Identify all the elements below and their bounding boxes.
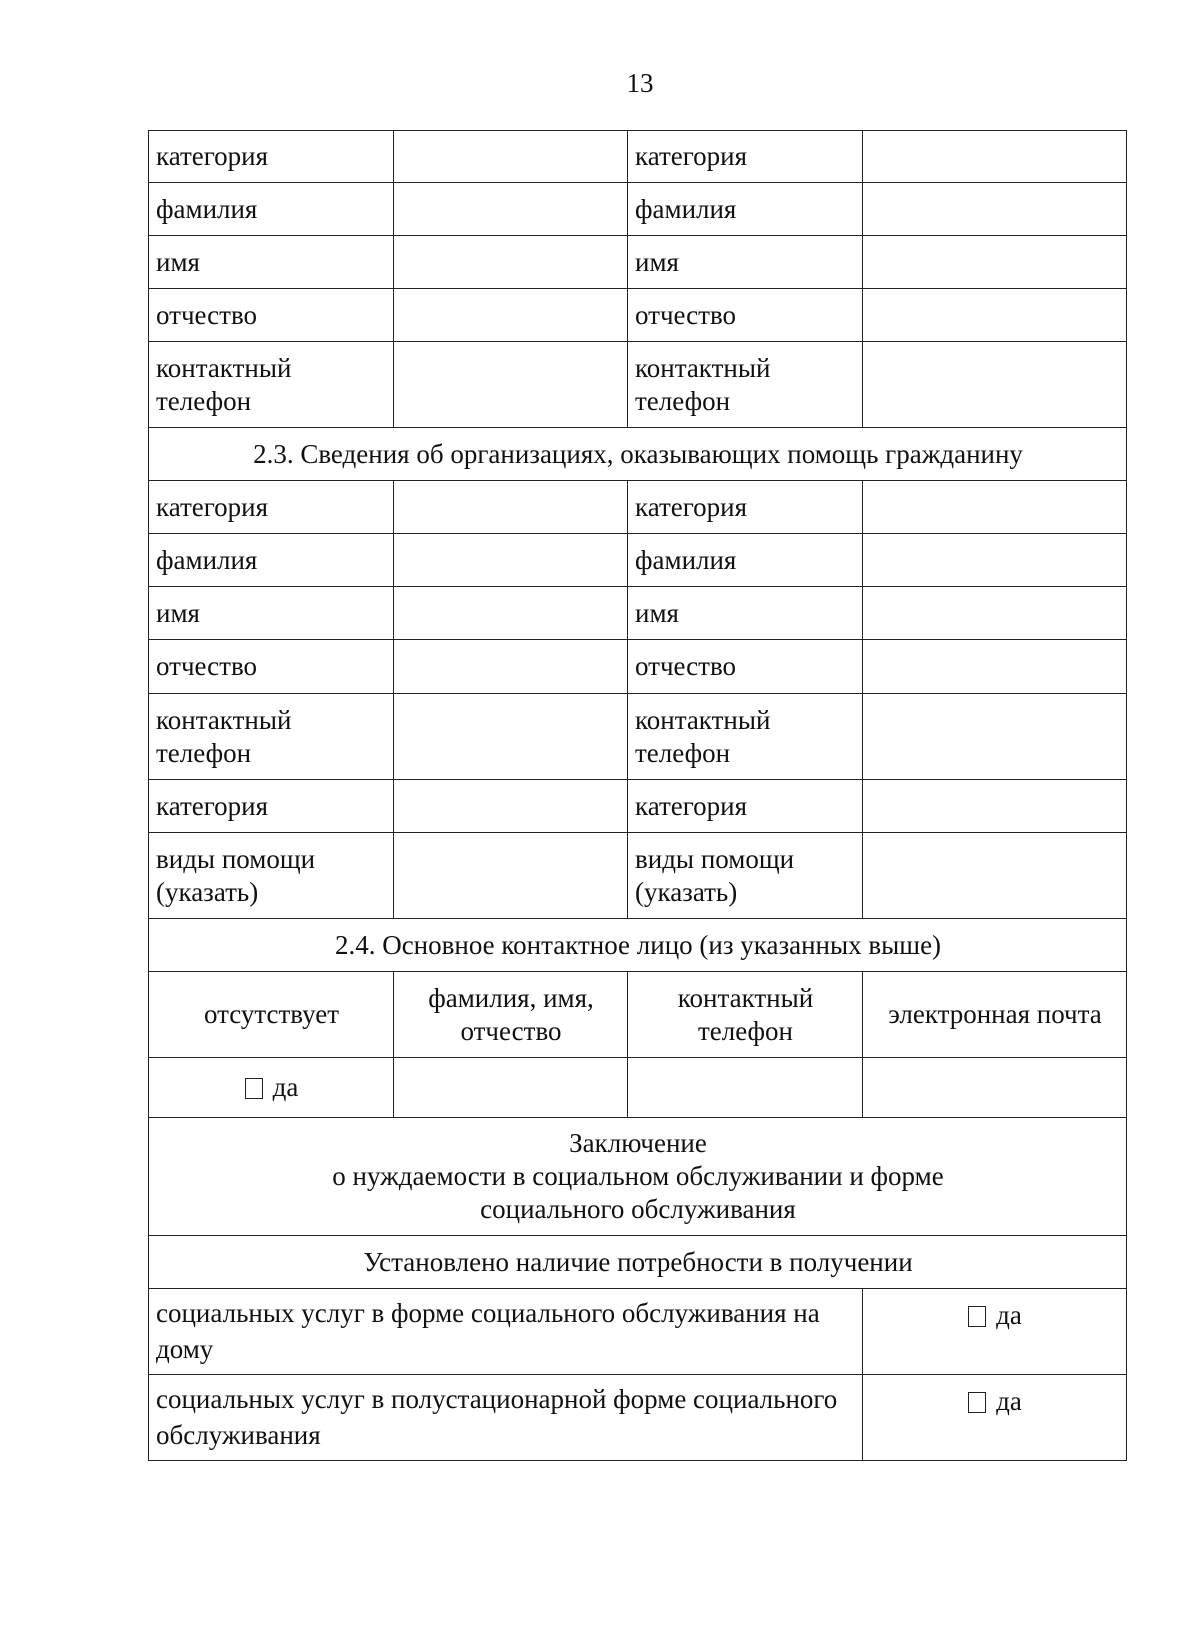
row-label-left: контактный телефон xyxy=(149,694,394,780)
contact-row xyxy=(149,183,1127,236)
social-service-form-table xyxy=(148,130,1127,1461)
conclusion-title xyxy=(149,1118,1127,1236)
section-2-3-header xyxy=(149,428,1127,481)
page-number: 13 xyxy=(626,68,654,98)
contact-row xyxy=(149,131,1127,183)
organization-row xyxy=(149,694,1127,780)
row-label-right: виды помощи (указать) xyxy=(628,833,863,919)
organization-row xyxy=(149,640,1127,694)
value-cell-right[interactable] xyxy=(863,481,1127,534)
need-header xyxy=(149,1236,1127,1289)
value-cell-left[interactable] xyxy=(394,289,628,342)
yes-label: да xyxy=(272,1072,299,1103)
value-cell-left[interactable] xyxy=(394,236,628,289)
row-label-right: отчество xyxy=(628,640,863,694)
contact-row xyxy=(149,289,1127,342)
organization-row xyxy=(149,481,1127,534)
need-yes-cell[interactable] xyxy=(863,1289,1127,1375)
value-cell-right[interactable] xyxy=(863,694,1127,780)
contact-phone-value[interactable] xyxy=(628,1058,863,1118)
yes-checkbox[interactable] xyxy=(968,1392,986,1413)
row-label-left: категория xyxy=(149,481,394,534)
header-full-name: фамилия, имя, отчество xyxy=(394,972,628,1058)
need-row-text: социальных услуг в форме социального обслуживания на дому xyxy=(149,1289,863,1375)
row-label-left: категория xyxy=(149,131,394,183)
value-cell-right[interactable] xyxy=(863,587,1127,640)
row-label-left: категория xyxy=(149,780,394,833)
need-row xyxy=(149,1375,1127,1461)
conclusion-line-3: социального обслуживания xyxy=(480,1193,796,1224)
row-label-left: фамилия xyxy=(149,534,394,587)
need-row-text: социальных услуг в полустационарной форме социального обслуживания xyxy=(149,1375,863,1461)
organization-row xyxy=(149,534,1127,587)
contact-person-headers xyxy=(149,972,1127,1058)
value-cell-left[interactable] xyxy=(394,481,628,534)
absent-checkbox-cell[interactable] xyxy=(149,1058,394,1118)
value-cell-left[interactable] xyxy=(394,587,628,640)
row-label-right: фамилия xyxy=(628,183,863,236)
organization-row xyxy=(149,833,1127,919)
header-contact-phone: контактный телефон xyxy=(628,972,863,1058)
value-cell-right[interactable] xyxy=(863,342,1127,428)
row-label-right: отчество xyxy=(628,289,863,342)
value-cell-right[interactable] xyxy=(863,833,1127,919)
organization-row xyxy=(149,587,1127,640)
contact-row xyxy=(149,342,1127,428)
value-cell-left[interactable] xyxy=(394,833,628,919)
value-cell-left[interactable] xyxy=(394,131,628,183)
full-name-value[interactable] xyxy=(394,1058,628,1118)
email-value[interactable] xyxy=(863,1058,1127,1118)
value-cell-right[interactable] xyxy=(863,289,1127,342)
row-label-right: контактный телефон xyxy=(628,342,863,428)
conclusion-line-1: Заключение xyxy=(569,1128,707,1159)
need-row xyxy=(149,1289,1127,1375)
contact-person-values xyxy=(149,1058,1127,1118)
value-cell-right[interactable] xyxy=(863,131,1127,183)
row-label-right: категория xyxy=(628,780,863,833)
need-yes-cell[interactable] xyxy=(863,1375,1127,1461)
value-cell-right[interactable] xyxy=(863,183,1127,236)
yes-label: да xyxy=(996,1386,1022,1416)
section-title: 2.4. Основное контактное лицо (из указанных выше) xyxy=(149,919,1127,972)
value-cell-left[interactable] xyxy=(394,183,628,236)
row-label-right: фамилия xyxy=(628,534,863,587)
contact-row xyxy=(149,236,1127,289)
value-cell-left[interactable] xyxy=(394,780,628,833)
yes-checkbox[interactable] xyxy=(245,1078,263,1099)
need-title: Установлено наличие потребности в получении xyxy=(149,1236,1127,1289)
row-label-left: имя xyxy=(149,587,394,640)
header-absent: отсутствует xyxy=(149,972,394,1058)
row-label-left: виды помощи (указать) xyxy=(149,833,394,919)
row-label-left: отчество xyxy=(149,289,394,342)
section-2-4-header xyxy=(149,919,1127,972)
row-label-right: контактный телефон xyxy=(628,694,863,780)
value-cell-left[interactable] xyxy=(394,694,628,780)
value-cell-right[interactable] xyxy=(863,640,1127,694)
yes-label: да xyxy=(996,1300,1022,1330)
row-label-left: фамилия xyxy=(149,183,394,236)
row-label-left: отчество xyxy=(149,640,394,694)
value-cell-left[interactable] xyxy=(394,640,628,694)
yes-checkbox[interactable] xyxy=(968,1306,986,1327)
row-label-right: имя xyxy=(628,236,863,289)
row-label-right: категория xyxy=(628,131,863,183)
value-cell-right[interactable] xyxy=(863,534,1127,587)
value-cell-right[interactable] xyxy=(863,236,1127,289)
row-label-right: категория xyxy=(628,481,863,534)
value-cell-left[interactable] xyxy=(394,534,628,587)
header-email: электронная почта xyxy=(863,972,1127,1058)
conclusion-line-2: о нуждаемости в социальном обслуживании и форме xyxy=(332,1161,944,1192)
row-label-left: имя xyxy=(149,236,394,289)
conclusion-header xyxy=(149,1118,1127,1236)
section-title: 2.3. Сведения об организациях, оказывающих помощь гражданину xyxy=(149,428,1127,481)
value-cell-right[interactable] xyxy=(863,780,1127,833)
row-label-right: имя xyxy=(628,587,863,640)
row-label-left: контактный телефон xyxy=(149,342,394,428)
organization-row xyxy=(149,780,1127,833)
value-cell-left[interactable] xyxy=(394,342,628,428)
